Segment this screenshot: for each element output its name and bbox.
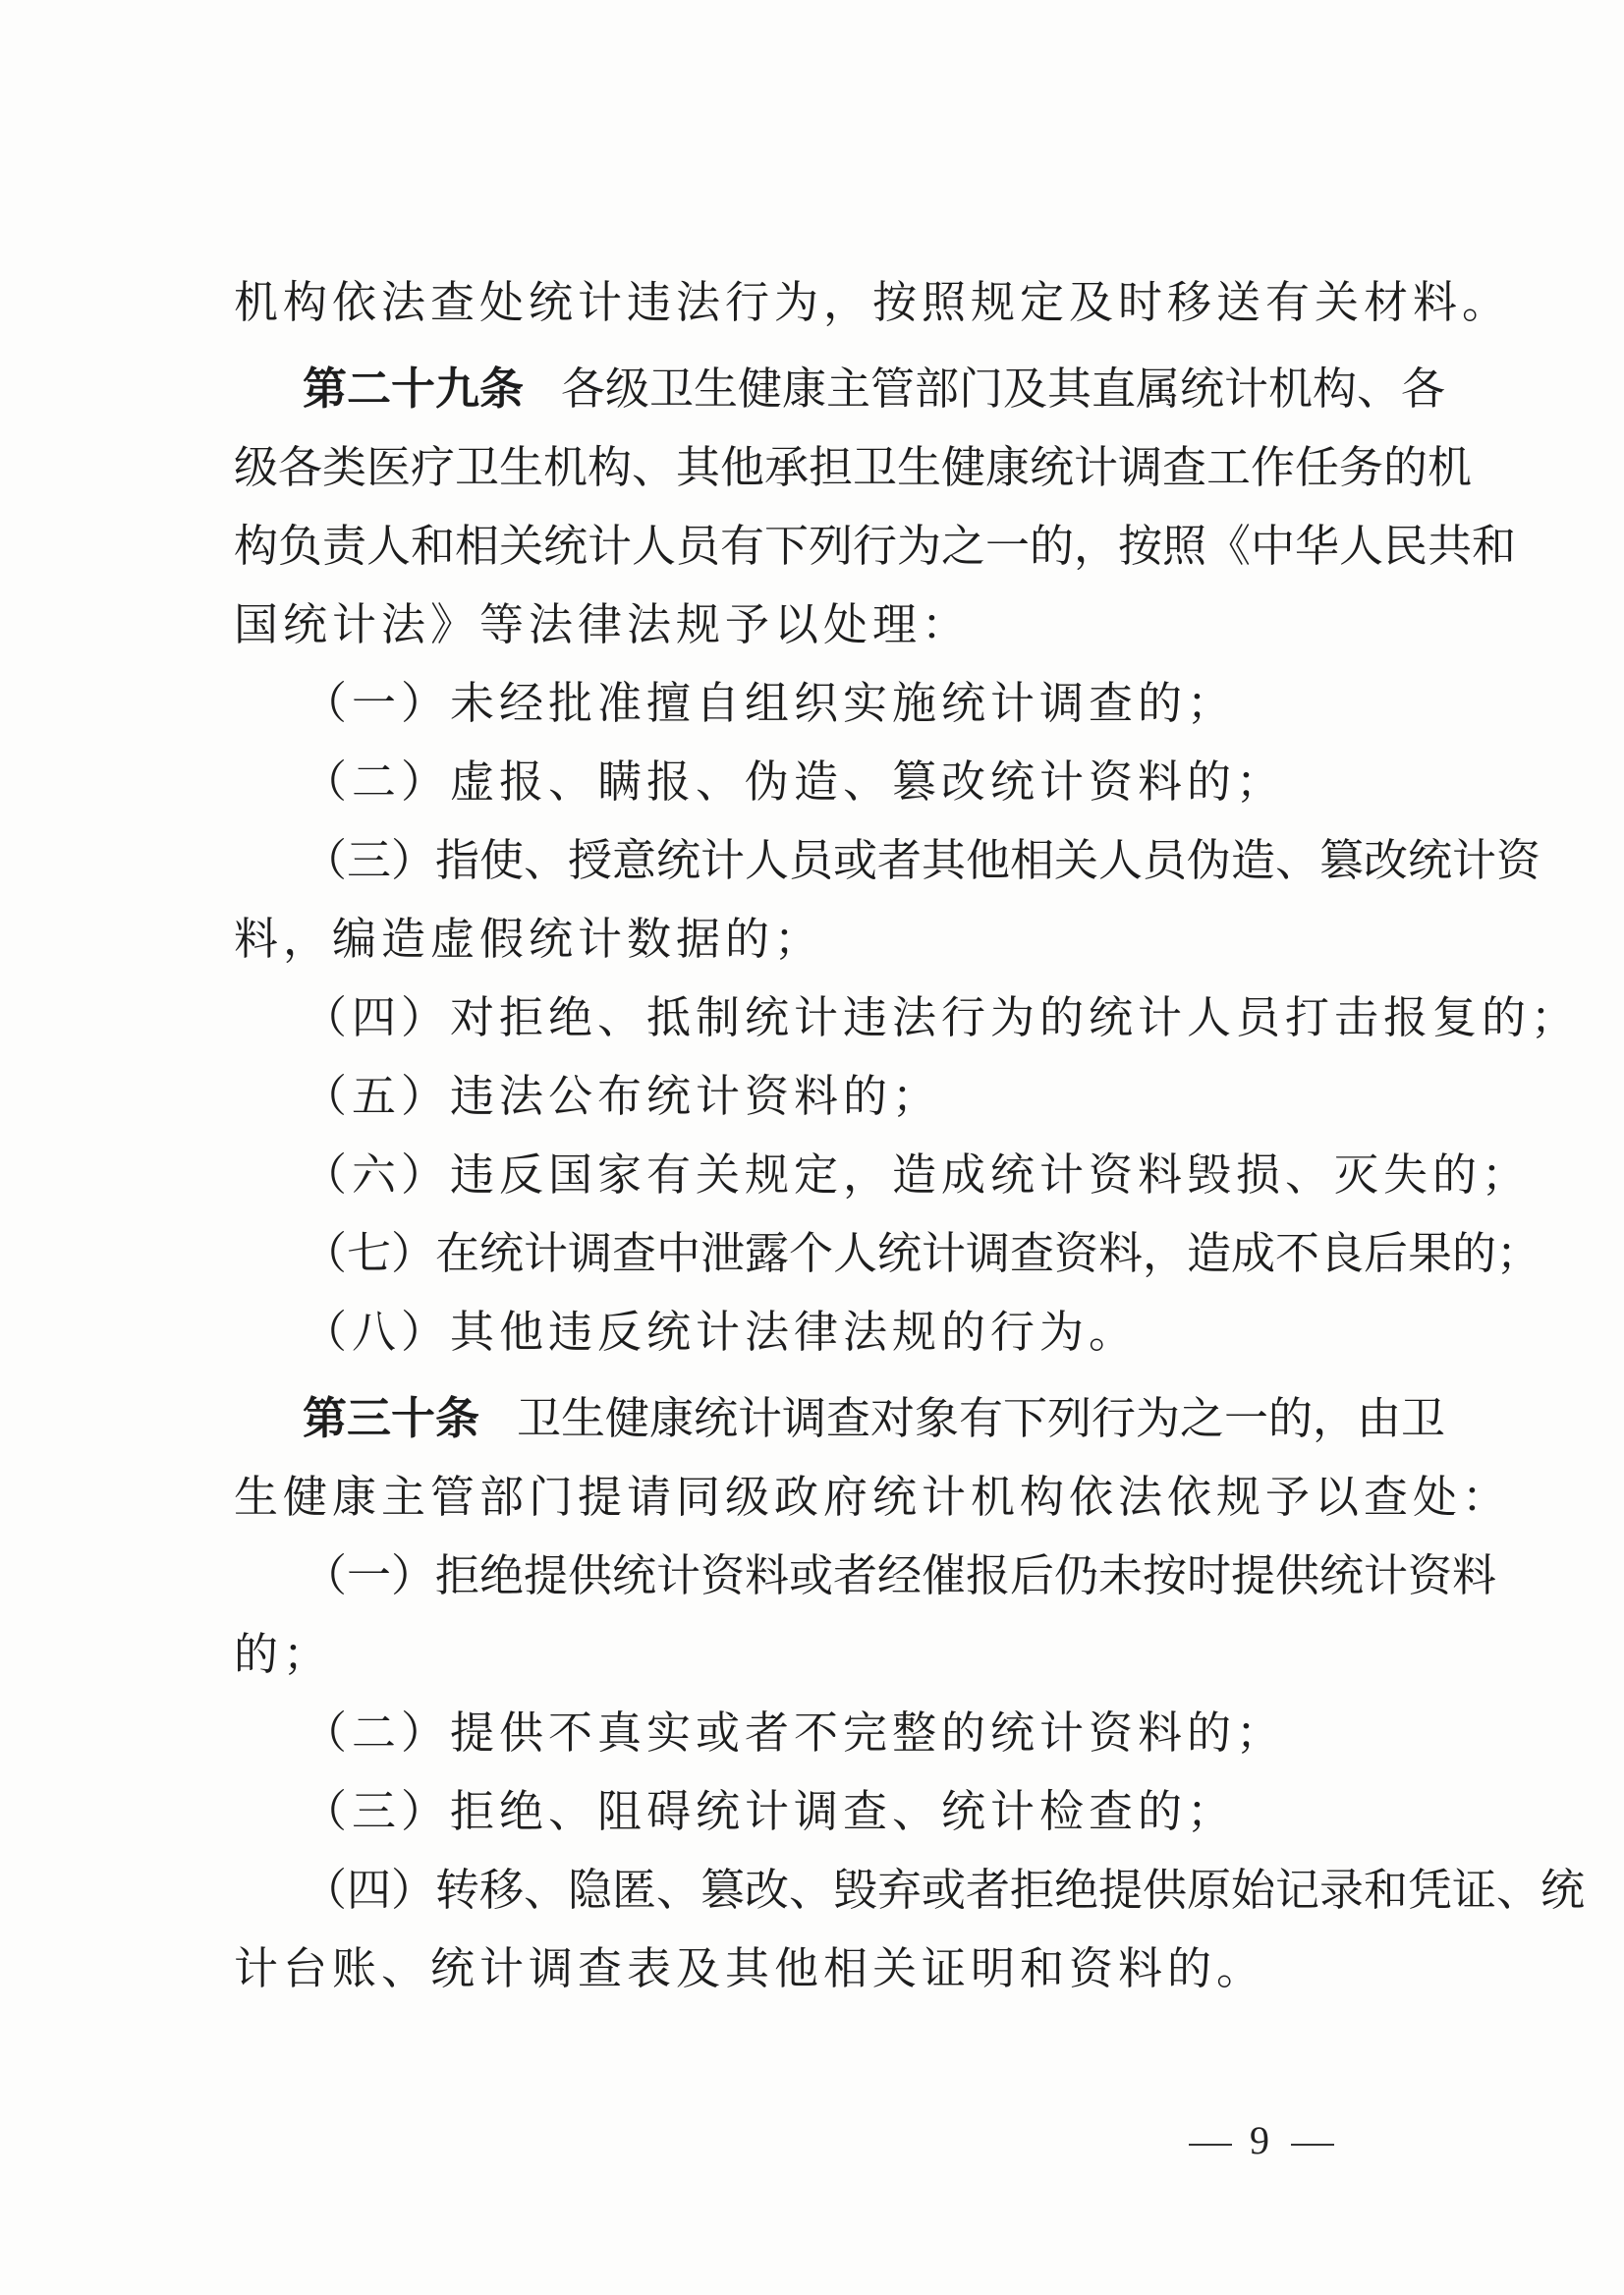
article-29-item-6: （六）违反国家有关规定，造成统计资料毁损、灭失的； [303,1148,1532,1201]
article-30-item-2: （二）提供不真实或者不完整的统计资料的； [303,1707,1286,1759]
article-29-item-8: （八）其他违反统计法律法规的行为。 [303,1306,1139,1358]
article-29-line-3: 构负责人和相关统计人员有下列行为之一的，按照《中华人民共和 [234,520,1517,572]
article-29-item-3: （三）指使、授意统计人员或者其他相关人员伪造、篡改统计资 [303,834,1541,886]
article-29-item-7: （七）在统计调查中泄露个人统计调查资料，造成不良后果的； [303,1227,1541,1279]
article-30-intro-1: 卫生健康统计调查对象有下列行为之一的，由卫 [517,1392,1446,1444]
article-29-line-2: 级各类医疗卫生机构、其他承担卫生健康统计调查工作任务的机 [234,441,1473,493]
article-30-item-4: （四）转移、隐匿、篡改、毁弃或者拒绝提供原始记录和凭证、统 [303,1864,1586,1916]
article-29-line-1 [234,350,1446,428]
article-29-intro-1: 各级卫生健康主管部门及其直属统计机构、各 [561,363,1446,415]
footer-dash-right [1291,2144,1334,2146]
article-30-item-1-cont: 的； [234,1628,333,1680]
article-29-item-2: （二）虚报、瞒报、伪造、篡改统计资料的； [303,756,1286,808]
page-footer [1189,2117,1385,2163]
article-29-item-1: （一）未经批准擅自组织实施统计调查的； [303,677,1237,729]
article-30-item-3: （三）拒绝、阻碍统计调查、统计检查的； [303,1785,1237,1837]
document-body [234,263,1586,2008]
article-30-item-1: （一）拒绝提供统计资料或者经催报后仍未按时提供统计资料 [303,1549,1497,1601]
article-29-item-4: （四）对拒绝、抵制统计违法行为的统计人员打击报复的； [303,991,1581,1043]
footer-dash-left [1189,2144,1232,2146]
article-30-line-2: 生健康主管部门提请同级政府统计机构依法依规予以查处： [234,1471,1512,1523]
page-number: 9 [1250,2118,1273,2162]
article-29-item-3-cont: 料，编造虚假统计数据的； [234,913,824,965]
article-29-label: 第二十九条 [303,363,525,415]
article-29-line-4: 国统计法》等法律法规予以处理： [234,598,972,650]
article-30-item-4-cont: 计台账、统计调查表及其他相关证明和资料的。 [234,1942,1266,1994]
article-29-item-5: （五）违法公布统计资料的； [303,1070,942,1122]
article-30-line-1 [234,1379,1446,1458]
article-28-continuation: 机构依法查处统计违法行为，按照规定及时移送有关材料。 [234,276,1512,328]
article-30-label: 第三十条 [303,1392,480,1444]
